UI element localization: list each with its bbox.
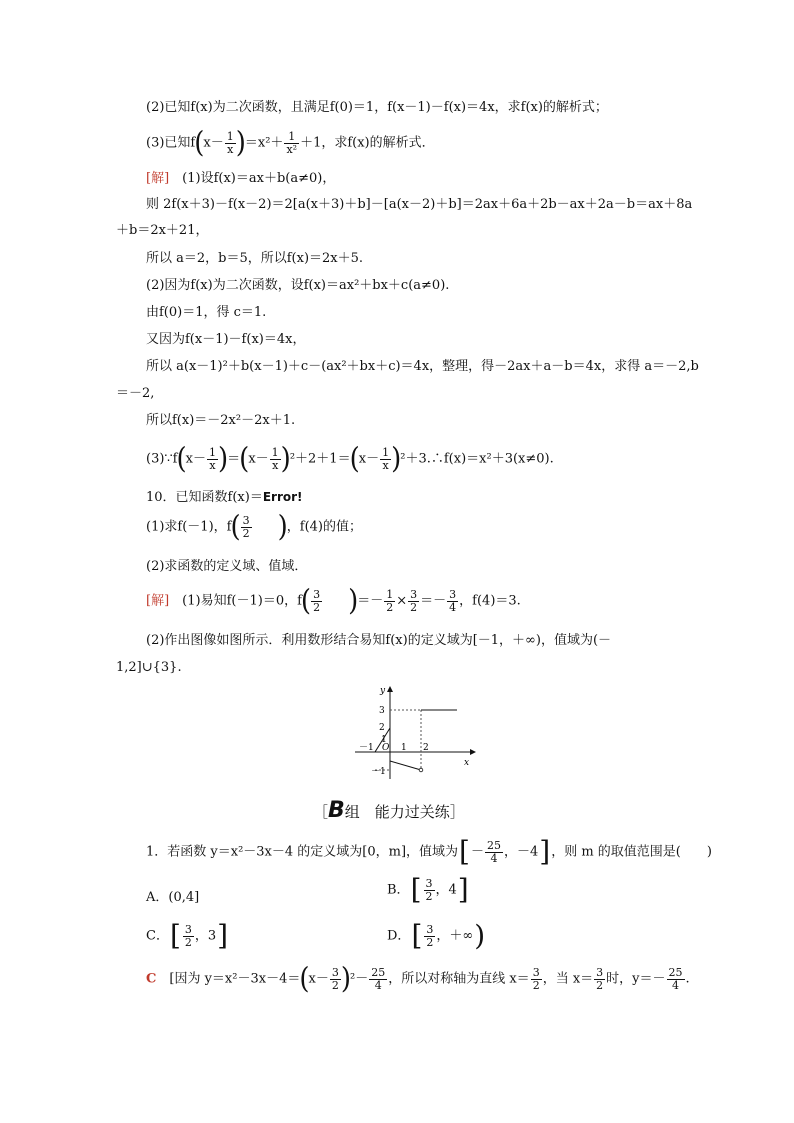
open-point [419, 768, 423, 772]
solution-1b-line: 则 2f(x＋3)－f(x－2)＝2[a(x＋3)＋b]－[a(x－2)＋b]＝2ax＋6a＋2b－ax＋2a－b＝ax＋8a [146, 197, 693, 212]
solution-2c-line: 又因为f(x－1)－f(x)＝4x， [146, 332, 306, 347]
solution-2b-line: 由f(0)＝1，得 c＝1. [146, 305, 267, 320]
tick-xm1: －1 [359, 743, 374, 753]
tick-y3: 3 [379, 706, 385, 716]
solution-1c-line: ＋b＝2x＋21， [116, 223, 209, 238]
origin-label: O [382, 743, 390, 753]
tick-ym1: －1 [371, 767, 386, 777]
question-10: 10．已知函数f(x)＝Error! [146, 490, 303, 505]
solution-10-part-2a: (2)作出图像如图所示．利用数形结合易知f(x)的定义域为[－1，＋∞)，值域为(－ [146, 633, 612, 648]
solution-1-line: [解] (1)设f(x)＝ax＋b(a≠0)， [146, 171, 336, 186]
solution-10-part-2b: 1,2]∪{3}. [116, 660, 182, 675]
q2-line: (2)已知f(x)为二次函数，且满足f(0)＝1，f(x－1)－f(x)＝4x，求f(x)的解析式； [146, 100, 608, 115]
solution-2d-line: 所以 a(x－1)²＋b(x－1)＋c－(ax²＋bx＋c)＝4x，整理，得－2ax＋a－b＝4x，求得 a＝－2,b [146, 359, 699, 374]
segment-middle [390, 761, 421, 770]
solution-2f-line: 所以f(x)＝－2x²－2x＋1. [146, 413, 296, 428]
solution-1d-line: 所以 a＝2，b＝5，所以f(x)＝2x＋5. [146, 251, 364, 266]
tick-x2: 2 [423, 743, 429, 753]
q3-line: (3)已知f(x－ $\frac{1}{x}$ )＝x²＋ $\frac{1}{\text{x²}}$ ＋1，求f(x)的解析式． [146, 126, 435, 160]
solution-3-line: (3)∵f(x－ $\frac{1}{x}$ )＝(x－ $\frac{1}{x}$ )²＋2＋1＝(x－ $\frac{1}{x}$ )²＋3.∴f(x)＝x²＋3(x≠0). [146, 442, 554, 476]
solution-10-part-1: [解] (1)易知f(－1)＝0，f( $\frac{3}{2}$ )＝－ $\frac{1}{2}$ × $\frac{3}{2}$ ＝－ $\frac{3}{4}$ ，f(4)＝3. [146, 584, 521, 618]
question-b1: 1．若函数 y＝x²－3x－4 的定义域为[0，m]，值域为[－ $\frac{25}{4}$ ，－4]，则 m 的取值范围是( ) [146, 835, 712, 868]
group-b-heading: ［B组 能力过关练］ [313, 798, 465, 823]
y-arrow-icon [387, 686, 393, 692]
option-a[interactable]: A．(0,4] [146, 890, 200, 905]
x-arrow-icon [470, 749, 476, 755]
solution-2a-line: (2)因为f(x)为二次函数，设f(x)＝ax²＋bx＋c(a≠0). [146, 278, 450, 293]
x-label: x [464, 758, 470, 768]
tick-y1: 1 [381, 735, 387, 745]
y-label: y [380, 686, 386, 696]
answer-line: C [因为 y＝x²－3x－4＝(x－ $\frac{3}{2}$ )²－ $\frac{25}{4}$ ，所以对称轴为直线 x＝ $\frac{3}{2}$ ，当 x＝ $\frac{3}{2}$ 时，y＝－ $\frac{25}{4}$ . [146, 962, 690, 996]
tick-x1: 1 [401, 743, 407, 753]
question-10-part-1: (1)求f(－1)，f( $\frac{3}{2}$ )，f(4)的值； [146, 510, 363, 544]
option-c[interactable]: C．[ $\frac{3}{2}$ ，3] [146, 919, 229, 952]
option-b[interactable]: B．[ $\frac{3}{2}$ ，4] [387, 873, 469, 906]
tick-y2: 2 [379, 723, 385, 733]
solution-2e-line: ＝－2, [116, 386, 155, 401]
option-d[interactable]: D．[ $\frac{3}{2}$ ，＋∞) [387, 919, 486, 952]
function-graph [345, 684, 480, 784]
question-10-part-2: (2)求函数的定义域、值域． [146, 559, 308, 574]
